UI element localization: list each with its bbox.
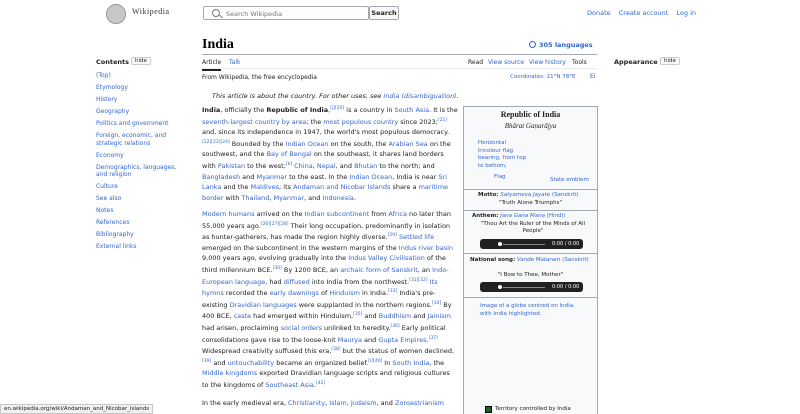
toc-item-references[interactable]: References (96, 219, 130, 226)
infobox-divider (464, 253, 597, 254)
motto-translation: "Truth Alone Triumphs" (498, 200, 563, 206)
link-maritime-border[interactable]: maritime border (202, 183, 449, 202)
status-bar-url: en.wikipedia.org/wiki/Andaman_and_Nicobar_Islands (0, 404, 153, 414)
anthem-label: Anthem: (472, 213, 499, 219)
link-nepal[interactable]: Nepal (316, 161, 336, 170)
coordinates-icon[interactable]: Ei (590, 73, 596, 80)
national-song-row (470, 257, 589, 263)
link-bangladesh[interactable]: Bangladesh (202, 172, 241, 181)
globe-image-alt[interactable]: Image of a globe centred on India, with India highlighted. (480, 303, 575, 317)
infobox-native-name: Bhārat Gaṇarājya (504, 122, 557, 130)
infobox-divider (464, 210, 597, 211)
tab-talk[interactable]: Talk (229, 59, 241, 66)
contents-hide-button[interactable]: hide (131, 57, 151, 65)
audio-time: 0:00 / 0:00 (552, 284, 580, 290)
languages-button[interactable] (529, 41, 593, 49)
link-subcontinent[interactable]: Indian subcontinent (304, 210, 370, 218)
link-indus-valley[interactable]: Indus Valley Civilisation (348, 254, 425, 263)
link-indus-basin[interactable]: Indus river basin (398, 243, 453, 252)
flag-caption[interactable]: Flag (494, 174, 506, 180)
link-china[interactable]: China (294, 161, 313, 170)
hatnote (212, 92, 459, 100)
search-placeholder: Search Wikipedia (226, 10, 283, 18)
toc-item-history[interactable]: History (96, 96, 118, 103)
link-arabian-sea[interactable]: Arabian Sea (388, 139, 428, 148)
motto-link[interactable]: Satyameva Jayate (500, 192, 551, 198)
table-of-contents (96, 72, 178, 255)
audio-seek-handle[interactable] (498, 242, 502, 246)
disambiguation-link[interactable]: India (disambiguation) (383, 92, 457, 100)
link-dravidian[interactable]: Dravidian languages (229, 300, 297, 309)
link-africa[interactable]: Africa (388, 210, 407, 218)
toc-item-geography[interactable]: Geography (96, 108, 130, 115)
emblem-caption[interactable]: State emblem (550, 177, 589, 183)
link-indian-ocean[interactable]: Indian Ocean (285, 139, 329, 148)
anthem-link[interactable]: Jana Gana Mana (500, 213, 545, 219)
link-buddhism[interactable]: Buddhism (378, 312, 412, 321)
language-globe-icon (529, 41, 536, 48)
hatnote-text: This article is about the country. For other uses, see (212, 92, 384, 100)
tab-tools[interactable]: Tools (572, 59, 587, 66)
link-early-dawnings[interactable]: early dawnings (269, 289, 319, 298)
toc-item-see-also[interactable]: See also (96, 195, 122, 202)
tab-article[interactable]: Article (202, 59, 222, 66)
toc-item-notes[interactable]: Notes (96, 207, 114, 214)
tabs-divider (202, 68, 597, 69)
wikipedia-logo-icon[interactable] (106, 4, 126, 24)
appearance-heading: Appearance (614, 58, 658, 66)
toc-item-economy[interactable]: Economy (96, 151, 124, 159)
toc-item-demographics[interactable]: Demographics, languages, and religion (96, 163, 177, 178)
infobox-divider (464, 189, 597, 190)
wikipedia-wordmark[interactable]: Wikipedia (132, 7, 170, 16)
link-myanmar-2[interactable]: Myanmar (273, 193, 305, 202)
appearance-hide-button[interactable]: hide (660, 57, 680, 65)
toc-item-culture[interactable]: Culture (96, 183, 118, 190)
link-seventh-largest[interactable]: seventh-largest country by area (202, 117, 307, 126)
toc-item-politics[interactable]: Politics and government (96, 120, 169, 127)
link-gupta[interactable]: Gupta Empires (378, 335, 427, 344)
song-audio-player[interactable] (480, 282, 583, 292)
link-maldives[interactable]: Maldives (250, 183, 280, 192)
search-icon (212, 9, 220, 17)
link-archaic-sanskrit[interactable]: archaic form of Sanskrit (340, 265, 418, 274)
link-jainism[interactable]: Jainism (427, 312, 451, 321)
audio-seek-handle[interactable] (498, 285, 502, 289)
link-untouchability[interactable]: untouchability (227, 358, 275, 367)
history-paragraph: Modern humans arrived on the Indian subcontinent from Africa no later than 55,000 years ago.[26][27][28] Their long occupation, predominantly in isolation as hunter-gatherers, has made the region highly diverse.[29] Settled life emerged on the subcontinent in the western margins of the Indus river basin 9,000 years ago, evolving gradually into the Indus Valley Civilisation of the third millennium BCE.[30] By 1200 BCE, an archaic form of Sanskrit, an Indo-European language, had diffused into India from the northwest.[31][32] Its hymns recorded the early dawnings of Hinduism in India.[33] India's pre-existing Dravidian languages were supplanted in the northern regions.[34] By 400 BCE, caste had emerged within Hinduism,[35] and Buddhism and Jainism had arisen, proclaiming social orders unlinked to heredity.[36] Early political consolidations gave rise to the loose-knit Maurya and Gupta Empires.[37] Widespread creativity suffused this era,[38] but the status of women declined,[39] and untouchability became an organized belief.[l][40] In South India, the Middle kingdoms exported Dravidian language scripts and religious cultures to the kingdoms of Southeast Asia.[41] (202, 210, 455, 389)
languages-label: 305 languages (539, 41, 593, 49)
anthem-language[interactable]: (Hindi) (546, 213, 566, 219)
medieval-paragraph: In the early medieval era, Christianity, Islam, Judaism, and Zoroastrianism (202, 399, 444, 407)
link-indonesia[interactable]: Indonesia (322, 193, 354, 202)
link-maurya[interactable]: Maurya (337, 335, 362, 344)
motto-language[interactable]: (Sanskrit) (551, 192, 579, 198)
infobox-divider (464, 297, 597, 298)
title-divider (202, 54, 597, 55)
link-islam[interactable]: Islam (329, 399, 347, 407)
link-pakistan[interactable]: Pakistan (217, 161, 246, 170)
link-most-populous[interactable]: most populous country (323, 117, 399, 126)
link-middle-kingdoms[interactable]: Middle kingdoms (202, 369, 258, 378)
page-title: India (202, 37, 234, 52)
link-hinduism[interactable]: Hinduism (329, 289, 360, 298)
link-bhutan[interactable]: Bhutan (354, 161, 378, 170)
toc-item-etymology[interactable]: Etymology (96, 84, 128, 91)
link-south-asia[interactable]: South Asia (394, 106, 430, 114)
toc-item-external-links[interactable]: External links (96, 243, 137, 250)
create-account-link[interactable]: Create account (618, 9, 669, 17)
anthem-translation: "Thou Art the Ruler of the Minds of All People" (480, 221, 586, 234)
flag-image-alt[interactable]: Horizontal tricolour flag bearing, from top to bottom, (478, 140, 527, 169)
log-in-link[interactable]: Log in (676, 9, 696, 17)
search-input[interactable] (203, 6, 369, 20)
toc-item-relations[interactable]: Foreign, economic, and strategic relations (96, 132, 167, 147)
infobox-title: Republic of India (500, 110, 561, 119)
site-tagline: From Wikipedia, the free encyclopedia (202, 74, 317, 81)
search-button[interactable]: Search (369, 6, 399, 20)
song-language[interactable]: (Sanskrit) (562, 257, 589, 263)
audio-track[interactable] (503, 287, 545, 288)
link-social-orders[interactable]: social orders (280, 323, 322, 332)
anthem-audio-player[interactable] (480, 239, 583, 249)
toc-item-bibliography[interactable]: Bibliography (96, 231, 134, 238)
link-modern-humans[interactable]: Modern humans (202, 210, 255, 218)
tab-view-source[interactable]: View source (488, 59, 525, 66)
coordinates-link[interactable]: Coordinates: 21°N 78°E (510, 74, 576, 80)
link-thailand[interactable]: Thailand (241, 193, 270, 202)
link-bay-of-bengal[interactable]: Bay of Bengal (266, 150, 312, 159)
tab-read[interactable]: Read (468, 59, 484, 66)
motto-row (478, 192, 579, 198)
song-link[interactable]: Vande Mataram (516, 257, 561, 263)
link-southeast-asia[interactable]: Southeast Asia (265, 380, 314, 389)
user-links (581, 9, 696, 17)
song-label: National song: (470, 257, 516, 263)
tab-view-history[interactable]: View history (529, 59, 566, 66)
motto-label: Motto: (478, 192, 499, 198)
legend-swatch (485, 406, 492, 413)
anthem-row (472, 213, 565, 219)
audio-track[interactable] (503, 244, 545, 245)
lead-paragraph: India, officially the Republic of India,[j][20] is a country in South Asia. It is the seventh-largest country by area; the most populous country since 2023;[21] and, since its independence in 1947, the world's most populous democracy.[22][23][24] Bounded by the Indian Ocean on the south, the Arabian Sea on the southwest, and the Bay of Bengal on the southeast, it shares land borders with Pakistan to the west;[k] China, Nepal, and Bhutan to the north; and Bangladesh and Myanmar to the east. In the Indian Ocean, India is near Sri Lanka and the Maldives; its Andaman and Nicobar Islands share a maritime border with Thailand, Myanmar, and Indonesia. (202, 106, 458, 202)
donate-link[interactable]: Donate (587, 9, 611, 17)
link-settled-life[interactable]: Settled life (398, 233, 435, 242)
link-indian-ocean-2[interactable]: Indian Ocean (349, 172, 393, 181)
link-judaism[interactable]: Judaism (350, 399, 377, 407)
link-sri-lanka[interactable]: Sri Lanka (202, 172, 448, 192)
link-myanmar[interactable]: Myanmar (256, 172, 288, 181)
contents-heading: Contents (96, 58, 129, 66)
link-caste[interactable]: caste (233, 312, 252, 321)
audio-time: 0:00 / 0:00 (552, 241, 580, 247)
link-diffused[interactable]: diffused (283, 277, 310, 286)
link-south-india[interactable]: South India (392, 358, 430, 367)
link-zoroastrianism[interactable]: Zoroastrianism (394, 399, 444, 407)
link-andaman[interactable]: Andaman and Nicobar Islands (293, 183, 391, 192)
song-translation: "I Bow to Thee, Mother" (497, 272, 564, 278)
link-indo-european[interactable]: Indo-European language (202, 265, 449, 286)
infobox (463, 106, 598, 414)
link-christianity[interactable]: Christianity (287, 399, 326, 407)
toc-item-top[interactable]: (Top) (96, 72, 111, 79)
hatnote-period: . (456, 92, 459, 100)
link-its-hymns[interactable]: Its hymns (202, 277, 438, 298)
legend-text: Territory controlled by India (495, 406, 571, 412)
